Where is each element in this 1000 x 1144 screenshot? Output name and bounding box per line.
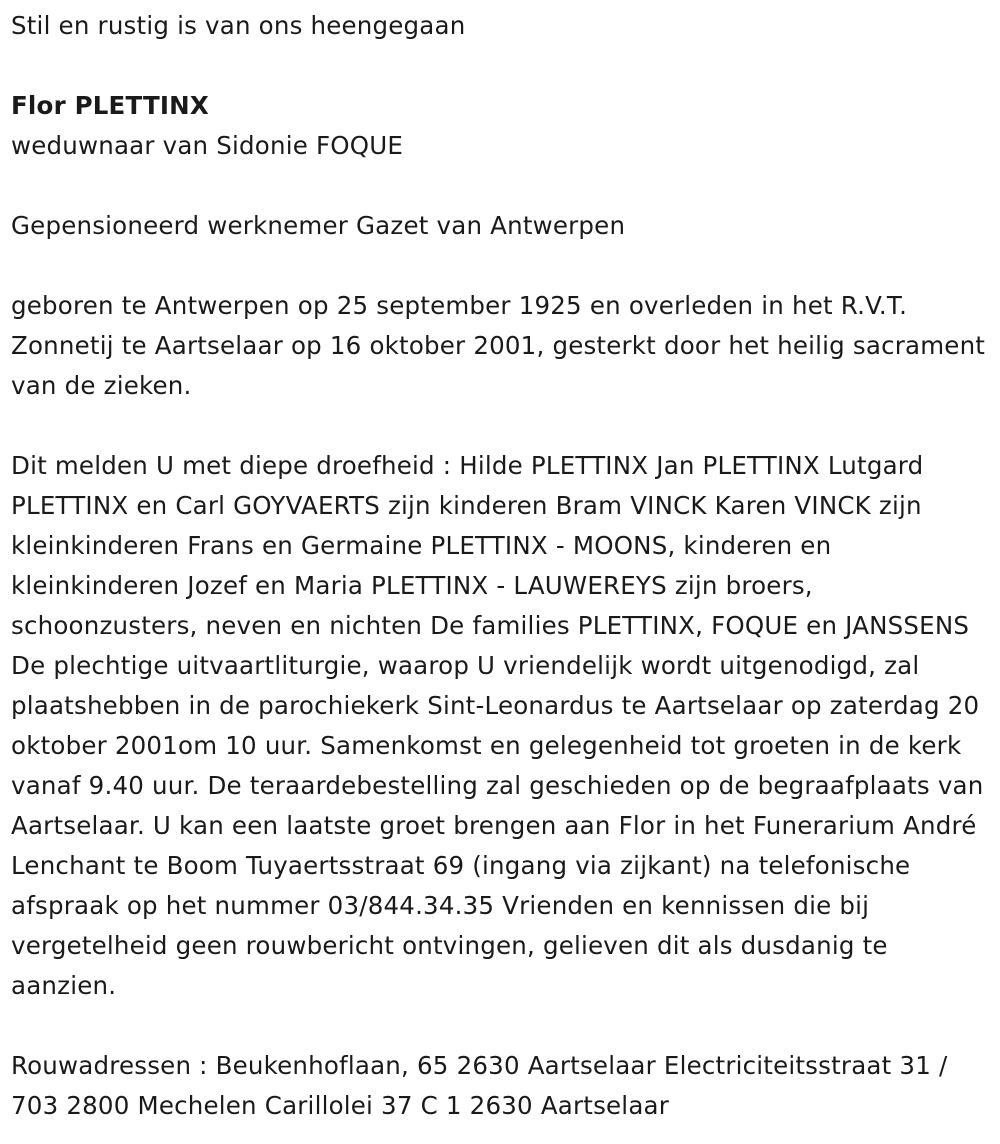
addresses-paragraph: Rouwadressen : Beukenhoflaan, 65 2630 Aartselaar Electriciteitsstraat 31 / 703 2800 Mechelen Carillolei 37 C 1 2630 Aartselaar — [11, 1051, 948, 1120]
spacer — [11, 1006, 991, 1046]
birth-death-paragraph: geboren te Antwerpen op 25 september 1925 en overleden in het R.V.T. Zonnetij te Aartselaar op 16 oktober 2001, gesterkt door het heilig sacrament van de zieken. — [11, 291, 986, 400]
intro-line: Stil en rustig is van ons heengegaan — [11, 11, 466, 40]
occupation-line: Gepensioneerd werknemer Gazet van Antwerpen — [11, 211, 626, 240]
spacer — [11, 406, 991, 446]
spouse-line: weduwnaar van Sidonie FOQUE — [11, 131, 404, 160]
announcement-paragraph: Dit melden U met diepe droefheid : Hilde PLETTINX Jan PLETTINX Lutgard PLETTINX en Carl GOYVAERTS zijn kinderen Bram VINCK Karen VINCK zijn kleinkinderen Frans en Germaine PLETTINX - MOONS, kinderen en kleinkinderen Jozef en Maria PLETTINX - LAUWEREYS zijn broers, schoonzusters, neven en nichten De families PLETTINX, FOQUE en JANSSENS De plechtige uitvaartliturgie, waarop U vriendelijk wordt uitgenodigd, zal plaatshebben in de parochiekerk Sint-Leonardus te Aartselaar op zaterdag 20 oktober 2001om 10 uur. Samenkomst en gelegenheid tot groeten in de kerk vanaf 9.40 uur. De teraardebestelling zal geschieden op de begraafplaats van Aartselaar. U kan een laatste groet brengen aan Flor in het Funerarium André Lenchant te Boom Tuyaertsstraat 69 (ingang via zijkant) na telefonische afspraak op het nummer 03/844.34.35 Vrienden en kennissen die bij vergetelheid geen rouwbericht ontvingen, gelieven dit als dusdanig te aanzien. — [11, 451, 984, 1000]
deceased-name: Flor PLETTINX — [11, 91, 209, 120]
spacer — [11, 246, 991, 286]
spacer — [11, 166, 991, 206]
death-notice — [11, 6, 991, 1126]
spacer — [11, 46, 991, 86]
